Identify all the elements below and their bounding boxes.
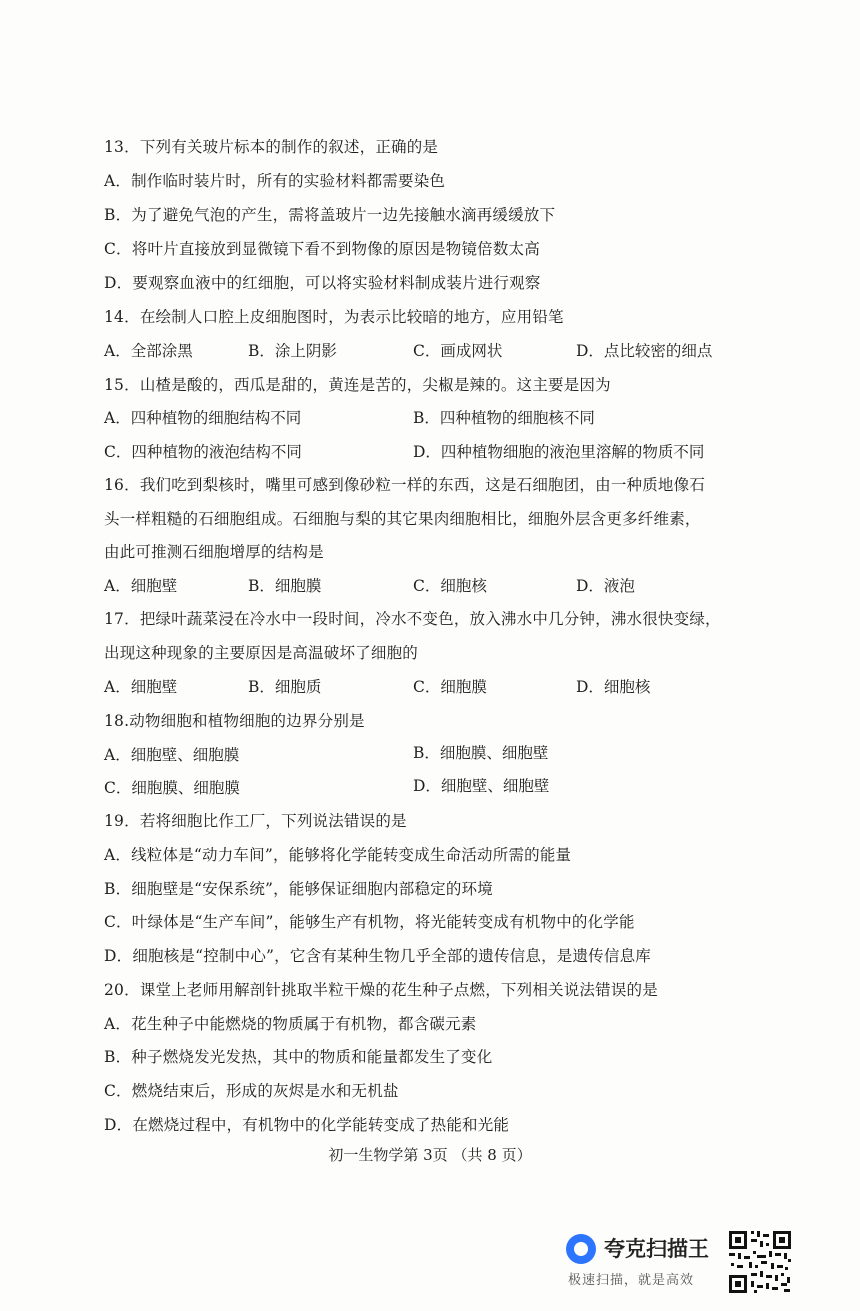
- question-16-option-d: D．液泡: [576, 577, 635, 595]
- question-15-option-d: D．四种植物细胞的液泡里溶解的物质不同: [413, 443, 705, 461]
- question-16-stem-line-3: 由此可推测石细胞增厚的结构是: [104, 543, 324, 561]
- question-14-option-c: C．画成网状: [413, 342, 503, 360]
- scanner-slogan: 极速扫描，就是高效: [568, 1273, 695, 1288]
- question-18-option-a: A．细胞壁、细胞膜: [104, 746, 240, 764]
- question-13-option-d: D．要观察血液中的红细胞，可以将实验材料制成装片进行观察: [104, 274, 541, 292]
- question-15-option-a: A．四种植物的细胞结构不同: [104, 409, 302, 427]
- question-15-option-b: B．四种植物的细胞核不同: [413, 409, 595, 427]
- qr-code-icon: [727, 1229, 793, 1295]
- question-14-option-d: D．点比较密的细点: [576, 342, 713, 360]
- question-16-stem-line-1: 16．我们吃到梨核时，嘴里可感到像砂粒一样的东西，这是石细胞团，由一种质地像石: [104, 476, 706, 494]
- question-18-option-c: C．细胞膜、细胞膜: [104, 779, 240, 797]
- question-15-stem: 15．山楂是酸的，西瓜是甜的，黄连是苦的，尖椒是辣的。这主要是因为: [104, 376, 611, 394]
- question-17-option-b: B．细胞质: [248, 678, 322, 696]
- question-19-stem: 19．若将细胞比作工厂，下列说法错误的是: [104, 812, 407, 830]
- question-14-stem: 14．在绘制人口腔上皮细胞图时，为表示比较暗的地方，应用铅笔: [104, 308, 564, 326]
- page-footer: 初一生物学第 3页 （共 8 页）: [328, 1146, 532, 1164]
- scanner-brand-name: 夸克扫描王: [604, 1237, 709, 1261]
- question-14-option-a: A．全部涂黑: [104, 342, 193, 360]
- question-13-option-b: B．为了避免气泡的产生，需将盖玻片一边先接触水滴再缓缓放下: [104, 206, 556, 224]
- question-17-stem-line-1: 17．把绿叶蔬菜浸在冷水中一段时间，冷水不变色，放入沸水中几分钟，沸水很快变绿，: [104, 610, 721, 628]
- question-20-option-a: A．花生种子中能燃烧的物质属于有机物，都含碳元素: [104, 1015, 477, 1033]
- question-20-stem: 20．课堂上老师用解剖针挑取半粒干燥的花生种子点燃，下列相关说法错误的是: [104, 981, 658, 999]
- question-20-option-d: D．在燃烧过程中，有机物中的化学能转变成了热能和光能: [104, 1116, 510, 1134]
- quark-logo-icon: [566, 1234, 596, 1264]
- question-16-option-b: B．细胞膜: [248, 577, 322, 595]
- question-20-option-b: B．种子燃烧发光发热，其中的物质和能量都发生了变化: [104, 1048, 493, 1066]
- question-16-option-c: C．细胞核: [413, 577, 487, 595]
- question-17-stem-line-2: 出现这种现象的主要原因是高温破坏了细胞的: [104, 644, 419, 662]
- question-13-option-a: A．制作临时装片时，所有的实验材料都需要染色: [104, 172, 446, 190]
- question-13-stem: 13．下列有关玻片标本的制作的叙述，正确的是: [104, 138, 439, 156]
- question-14-option-b: B．涂上阴影: [248, 342, 337, 360]
- question-19-option-d: D．细胞核是“控制中心”，它含有某种生物几乎全部的遗传信息，是遗传信息库: [104, 947, 651, 965]
- question-19-option-c: C．叶绿体是“生产车间”，能够生产有机物，将光能转变成有机物中的化学能: [104, 913, 635, 931]
- question-20-option-c: C．燃烧结束后，形成的灰烬是水和无机盐: [104, 1082, 399, 1100]
- question-13-option-c: C．将叶片直接放到显微镜下看不到物像的原因是物镜倍数太高: [104, 240, 540, 258]
- question-17-option-d: D．细胞核: [576, 678, 651, 696]
- question-18-stem: 18.动物细胞和植物细胞的边界分别是: [104, 712, 365, 730]
- question-19-option-b: B．细胞壁是“安保系统”，能够保证细胞内部稳定的环境: [104, 880, 493, 898]
- question-17-option-a: A．细胞壁: [104, 678, 178, 696]
- question-16-stem-line-2: 头一样粗糙的石细胞组成。石细胞与梨的其它果肉细胞相比，细胞外层含更多纤维素，: [104, 510, 701, 528]
- question-18-option-b: B．细胞膜、细胞壁: [413, 744, 549, 762]
- question-15-option-c: C．四种植物的液泡结构不同: [104, 443, 302, 461]
- question-17-option-c: C．细胞膜: [413, 678, 487, 696]
- question-18-option-d: D．细胞壁、细胞壁: [413, 777, 550, 795]
- question-19-option-a: A．线粒体是“动力车间”，能够将化学能转变成生命活动所需的能量: [104, 846, 572, 864]
- scanner-watermark: [566, 1230, 716, 1296]
- question-16-option-a: A．细胞壁: [104, 577, 178, 595]
